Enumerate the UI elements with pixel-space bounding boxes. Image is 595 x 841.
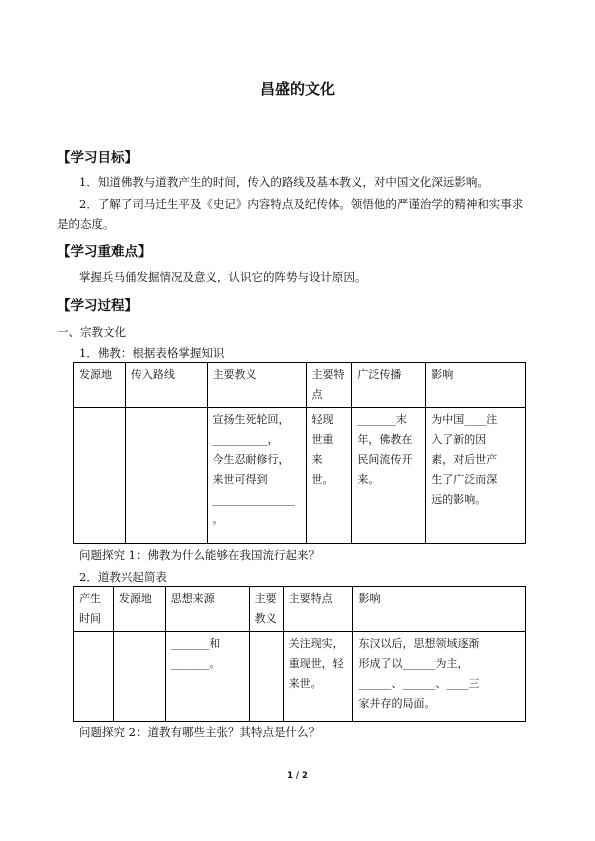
features-cell <box>306 408 352 544</box>
influence-line: 家并存的局面。 <box>358 697 436 710</box>
features-line: 世。 <box>311 473 334 486</box>
spread-line: _______末 <box>357 413 407 426</box>
doctrine-line: _______________ <box>212 493 296 506</box>
page-title: 昌盛的文化 <box>259 80 335 98</box>
thought-cell <box>165 632 249 722</box>
influence-cell <box>353 632 526 722</box>
header-cell: 主要特点 <box>306 363 352 408</box>
influence-line: ______、______、____三 <box>358 677 480 690</box>
influence-cell <box>426 408 526 544</box>
header-cell: 发源地 <box>74 363 126 408</box>
features-line: 关注现实， <box>288 637 344 650</box>
question-1: 问题探究 1：佛教为什么能够在我国流行起来？ <box>79 548 320 562</box>
header-cell: 主要教义 <box>249 587 283 632</box>
header-cell: 主要教义 <box>207 363 306 408</box>
page-number: 1 / 2 <box>287 771 308 781</box>
features-line: 来 <box>311 453 323 466</box>
doctrine-line: 今生忍耐修行， <box>212 453 290 466</box>
key-points-heading: 【学习重难点】 <box>57 244 152 260</box>
objectives-heading: 【学习目标】 <box>57 150 138 166</box>
header-cell: 传入路线 <box>125 363 207 408</box>
origin-cell <box>74 408 126 544</box>
influence-line: 为中国____注 <box>431 413 498 426</box>
influence-line: 生了广泛而深 <box>431 473 498 486</box>
spread-cell <box>352 408 426 544</box>
influence-line: 入了新的因 <box>431 433 487 446</box>
features-cell <box>283 632 353 722</box>
thought-line: _______和 <box>170 637 221 650</box>
doctrine-cell <box>207 408 306 544</box>
table-header-row <box>74 363 526 408</box>
influence-line: 形成了以______为主， <box>358 657 469 670</box>
key-points-text: 掌握兵马俑发掘情况及意义，认识它的阵势与设计原因。 <box>79 270 367 284</box>
doctrine-cell <box>249 632 283 722</box>
time-cell <box>74 632 114 722</box>
header-cell: 主要特点 <box>283 587 353 632</box>
thought-line: _______。 <box>170 657 221 670</box>
buddhism-label: 1．佛教：根据表格掌握知识 <box>79 346 225 360</box>
table-row <box>74 408 526 544</box>
process-heading: 【学习过程】 <box>57 298 138 314</box>
header-cell: 影响 <box>426 363 526 408</box>
doctrine-line: 来世可得到 <box>212 473 268 486</box>
objective-item-2-cont: 是的态度。 <box>57 217 115 231</box>
features-line: 轻现 <box>311 413 334 426</box>
header-cell: 发源地 <box>113 587 165 632</box>
taoism-table <box>73 586 526 722</box>
question-2: 问题探究 2：道教有哪些主张？其特点是什么？ <box>79 725 320 739</box>
doctrine-line: 宣扬生死轮回， <box>212 413 290 426</box>
features-line: 来世。 <box>288 677 322 690</box>
influence-line: 素，对后世产 <box>431 453 498 466</box>
spread-line: 民间流传开 <box>357 453 413 466</box>
doctrine-line: __________， <box>212 433 279 446</box>
header-cell: 产生时间 <box>74 587 114 632</box>
features-line: 世重 <box>311 433 334 446</box>
table-header-row <box>74 587 526 632</box>
section-religion: 一、宗教文化 <box>57 325 126 339</box>
header-cell: 广泛传播 <box>352 363 426 408</box>
influence-line: 东汉以后，思想领域逐渐 <box>358 637 480 650</box>
buddhism-table <box>73 362 526 544</box>
taoism-label: 2．道教兴起简表 <box>79 570 167 584</box>
route-cell <box>125 408 207 544</box>
header-cell: 思想来源 <box>165 587 249 632</box>
doctrine-line: 。 <box>212 513 224 526</box>
spread-line: 年，佛教在 <box>357 433 413 446</box>
header-cell: 影响 <box>353 587 526 632</box>
origin-cell <box>113 632 165 722</box>
objective-item-2: 2．了解了司马迁生平及《史记》内容特点及纪传体。领悟他的严谨治学的精神和实事求 <box>79 197 524 211</box>
table-row <box>74 632 526 722</box>
influence-line: 远的影响。 <box>431 493 487 506</box>
features-line: 重现世，轻 <box>288 657 344 670</box>
spread-line: 来。 <box>357 473 380 486</box>
objective-item-1: 1．知道佛教与道教产生的时间，传入的路线及基本教义，对中国文化深远影响。 <box>79 175 489 189</box>
